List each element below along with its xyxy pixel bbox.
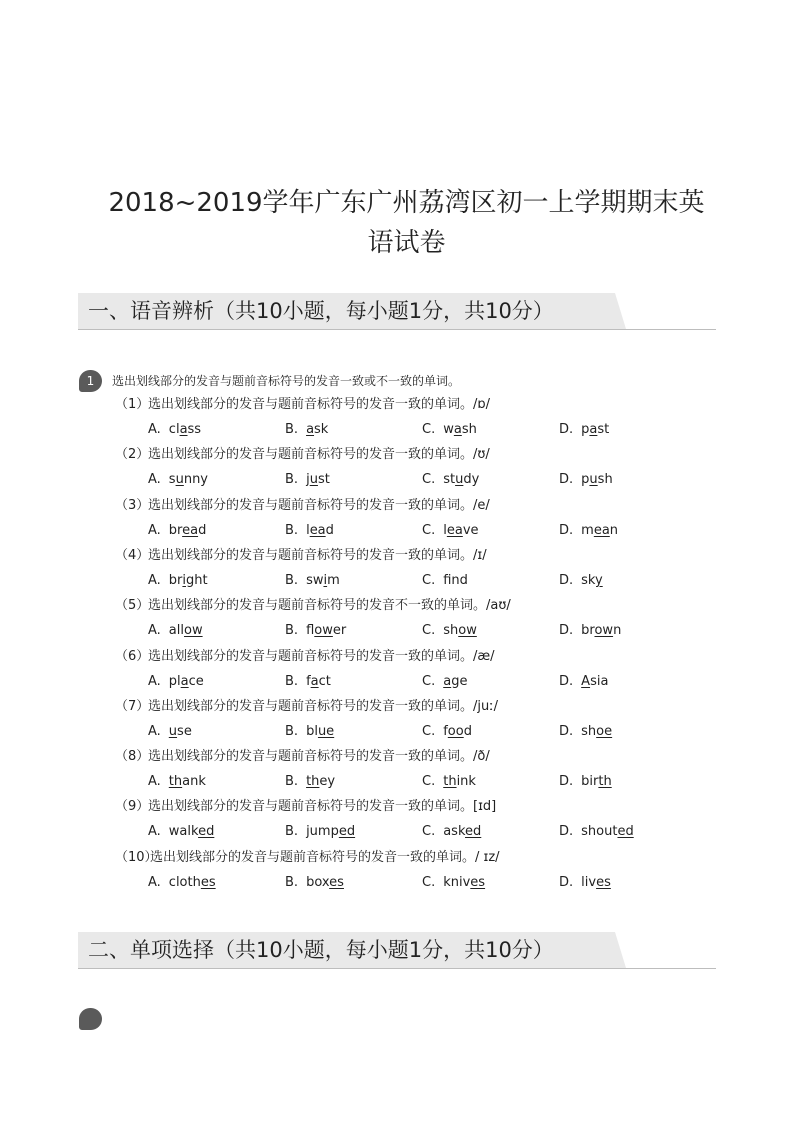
option-underlined-letters: ea bbox=[182, 522, 199, 538]
option-word-start: s bbox=[168, 472, 176, 488]
option-underlined-letters: th bbox=[306, 774, 320, 790]
option-letter: D. bbox=[559, 623, 574, 639]
option-underlined-letters: a bbox=[453, 422, 462, 437]
question-number-badge-next bbox=[79, 1008, 102, 1030]
option-underlined-letters: th bbox=[443, 774, 457, 790]
sub-question-number: （1） bbox=[115, 397, 150, 412]
option-letter: D. bbox=[559, 824, 574, 840]
sub-question-number: （2） bbox=[115, 447, 150, 463]
sub-question-stem bbox=[115, 748, 490, 766]
answer-option[interactable] bbox=[148, 723, 192, 741]
option-word-end: er bbox=[332, 623, 347, 639]
answer-option[interactable] bbox=[559, 622, 621, 640]
option-underlined-letters: ow bbox=[314, 623, 333, 639]
paper-title bbox=[60, 183, 753, 263]
option-underlined-letters: ow bbox=[184, 623, 203, 639]
section-header-single-choice bbox=[78, 932, 716, 969]
answer-option[interactable] bbox=[559, 522, 618, 540]
option-word-end: ank bbox=[182, 774, 206, 790]
answer-option[interactable] bbox=[148, 522, 206, 540]
option-letter: C. bbox=[422, 422, 436, 437]
option-word-start: walk bbox=[168, 824, 199, 840]
answer-option[interactable] bbox=[559, 773, 612, 791]
option-word-start: f bbox=[443, 723, 448, 739]
question-number-badge: 1 bbox=[79, 370, 102, 392]
sub-question-number: （7） bbox=[115, 698, 150, 714]
answer-option[interactable] bbox=[285, 773, 335, 791]
option-word-start: f bbox=[443, 572, 452, 588]
sub-question-number: （6） bbox=[115, 648, 150, 664]
option-letter: B. bbox=[285, 623, 299, 639]
option-word-start: w bbox=[443, 422, 454, 437]
option-letter: A. bbox=[148, 824, 161, 840]
sub-question-stem bbox=[115, 849, 500, 867]
option-letter: A. bbox=[148, 874, 161, 890]
option-word-start: br bbox=[168, 572, 183, 588]
option-word-start: p bbox=[581, 472, 590, 488]
section-title: 二、单项选择（共10小题，每小题1分，共10分） bbox=[88, 938, 554, 962]
answer-option[interactable] bbox=[148, 673, 204, 691]
option-underlined-letters: u bbox=[168, 723, 178, 739]
option-letter: C. bbox=[422, 623, 436, 639]
option-word-end: sk bbox=[314, 422, 329, 437]
option-word-end: st bbox=[597, 422, 610, 437]
option-underlined-letters: ow bbox=[458, 623, 477, 639]
option-underlined-letters: a bbox=[306, 422, 315, 437]
option-word-start: pl bbox=[168, 673, 181, 689]
answer-option[interactable] bbox=[559, 471, 613, 489]
sub-question-text: 选出划线部分的发音与题前音标符号的发音一致的单词。/ɒ/ bbox=[148, 397, 491, 412]
option-letter: A. bbox=[148, 522, 161, 538]
sub-question-stem bbox=[115, 446, 490, 464]
option-word-end: m bbox=[327, 572, 340, 588]
option-letter: D. bbox=[559, 774, 574, 790]
option-letter: B. bbox=[285, 723, 299, 739]
option-word-end: d bbox=[463, 723, 472, 739]
option-word-end: sia bbox=[590, 673, 609, 689]
sub-question-stem bbox=[115, 798, 496, 816]
option-underlined-letters: A bbox=[581, 673, 591, 689]
answer-option[interactable] bbox=[422, 572, 468, 590]
option-word-start: m bbox=[581, 522, 594, 538]
option-word-start: sw bbox=[306, 572, 324, 588]
sub-question-number: （10） bbox=[115, 849, 158, 865]
option-word-start: ask bbox=[443, 824, 466, 840]
option-word-end: nd bbox=[451, 572, 468, 588]
option-underlined-letters: es bbox=[329, 874, 344, 890]
answer-option[interactable] bbox=[285, 471, 330, 489]
option-letter: A. bbox=[148, 572, 161, 588]
option-letter: D. bbox=[559, 874, 574, 890]
option-word-start: cloth bbox=[168, 874, 201, 890]
option-underlined-letters: a bbox=[179, 422, 188, 437]
option-underlined-letters: i bbox=[323, 572, 328, 588]
option-letter: B. bbox=[285, 774, 299, 790]
answer-option[interactable] bbox=[148, 421, 201, 439]
option-underlined-letters: ow bbox=[594, 623, 614, 639]
option-letter: C. bbox=[422, 824, 436, 840]
option-word-end: sh bbox=[597, 472, 613, 488]
sub-question-number: （4） bbox=[115, 547, 150, 563]
answer-option[interactable] bbox=[148, 572, 208, 590]
option-underlined-letters: ed bbox=[198, 824, 215, 840]
answer-option[interactable] bbox=[285, 572, 340, 590]
sub-question-stem bbox=[115, 547, 487, 565]
option-underlined-letters: u bbox=[589, 472, 598, 488]
option-underlined-letters: ea bbox=[593, 522, 610, 538]
option-underlined-letters: a bbox=[180, 673, 189, 689]
sub-question-text: 选出划线部分的发音与题前音标符号的发音一致的单词。[ɪd] bbox=[148, 799, 497, 815]
option-word-start: br bbox=[168, 522, 183, 538]
option-letter: B. bbox=[285, 824, 299, 840]
option-letter: D. bbox=[559, 673, 574, 689]
option-word-start: sk bbox=[581, 572, 595, 588]
option-word-start: bir bbox=[581, 774, 599, 790]
option-letter: D. bbox=[559, 723, 574, 739]
section-header-phonetics bbox=[78, 293, 716, 330]
option-underlined-letters: ue bbox=[317, 723, 335, 739]
option-word-end: dy bbox=[463, 472, 480, 488]
answer-option[interactable] bbox=[285, 874, 344, 892]
sub-question-number: （8） bbox=[115, 749, 150, 765]
option-letter: B. bbox=[285, 572, 299, 588]
option-underlined-letters: oo bbox=[447, 723, 464, 739]
option-word-start: all bbox=[168, 623, 184, 639]
answer-option[interactable] bbox=[285, 723, 334, 741]
option-letter: B. bbox=[285, 522, 299, 538]
option-letter: D. bbox=[559, 572, 574, 588]
option-word-start: p bbox=[581, 422, 590, 437]
answer-option[interactable] bbox=[422, 773, 476, 791]
answer-option[interactable] bbox=[559, 673, 608, 691]
answer-option[interactable] bbox=[422, 471, 479, 489]
option-word-end: d bbox=[198, 522, 207, 538]
option-word-start: jump bbox=[306, 824, 339, 840]
option-underlined-letters: u bbox=[309, 472, 318, 488]
answer-option[interactable] bbox=[422, 622, 477, 640]
option-word-end: ey bbox=[319, 774, 336, 790]
option-underlined-letters: th bbox=[168, 774, 183, 790]
sub-question-stem bbox=[115, 597, 511, 615]
option-letter: A. bbox=[148, 472, 161, 488]
answer-option[interactable] bbox=[148, 773, 206, 791]
option-underlined-letters: i bbox=[182, 572, 187, 588]
answer-option[interactable] bbox=[285, 522, 334, 540]
answer-option[interactable] bbox=[148, 874, 216, 892]
sub-question-number: （9） bbox=[115, 799, 150, 815]
answer-option[interactable] bbox=[422, 874, 485, 892]
option-letter: C. bbox=[422, 472, 436, 488]
sub-question-text: 选出划线部分的发音与题前音标符号的发音一致的单词。/ɪ/ bbox=[148, 547, 487, 563]
answer-option[interactable] bbox=[559, 421, 609, 439]
answer-option[interactable] bbox=[559, 874, 611, 892]
option-underlined-letters: ed bbox=[617, 824, 634, 840]
answer-option[interactable] bbox=[148, 622, 203, 640]
answer-option[interactable] bbox=[148, 471, 208, 489]
option-underlined-letters: a bbox=[589, 422, 598, 437]
option-letter: D. bbox=[559, 472, 574, 488]
option-letter: C. bbox=[422, 572, 436, 588]
title-line-2: 语试卷 bbox=[367, 228, 446, 258]
option-word-end: nny bbox=[183, 472, 208, 488]
answer-option[interactable] bbox=[422, 673, 467, 691]
option-underlined-letters: es bbox=[200, 874, 216, 890]
option-letter: A. bbox=[148, 422, 161, 437]
option-word-end: ght bbox=[186, 572, 208, 588]
option-word-start: br bbox=[581, 623, 595, 639]
option-word-start: bl bbox=[306, 723, 318, 739]
option-underlined-letters: oe bbox=[596, 723, 613, 739]
option-word-end: st bbox=[317, 472, 330, 488]
option-underlined-letters: es bbox=[470, 874, 486, 890]
sub-question-stem bbox=[115, 396, 490, 414]
title-line-1: 2018~2019学年广东广州荔湾区初一上学期期末英 bbox=[108, 188, 705, 218]
option-word-end: sh bbox=[461, 422, 477, 437]
answer-option[interactable] bbox=[285, 673, 331, 691]
option-letter: C. bbox=[422, 774, 436, 790]
option-letter: B. bbox=[285, 422, 299, 437]
option-underlined-letters: a bbox=[310, 673, 319, 689]
option-word-end: se bbox=[177, 723, 192, 739]
option-word-end: d bbox=[325, 522, 334, 538]
answer-option[interactable] bbox=[285, 421, 328, 439]
sub-question-stem bbox=[115, 648, 495, 666]
answer-option[interactable] bbox=[285, 823, 355, 841]
sub-question-text: 选出划线部分的发音与题前音标符号的发音不一致的单词。/aʊ/ bbox=[148, 598, 511, 614]
answer-option[interactable] bbox=[148, 823, 214, 841]
option-underlined-letters: u bbox=[175, 472, 184, 488]
sub-question-stem bbox=[115, 698, 498, 716]
option-word-start: f bbox=[306, 673, 311, 689]
option-word-start: l bbox=[306, 522, 310, 538]
option-letter: A. bbox=[148, 673, 161, 689]
option-word-end: ss bbox=[187, 422, 202, 437]
sub-question-number: （5） bbox=[115, 598, 150, 614]
answer-option[interactable] bbox=[559, 723, 612, 741]
option-letter: B. bbox=[285, 673, 299, 689]
option-letter: B. bbox=[285, 874, 299, 890]
section-title: 一、语音辨析（共10小题，每小题1分，共10分） bbox=[88, 299, 554, 323]
option-letter: B. bbox=[285, 472, 299, 488]
option-word-start: cl bbox=[168, 422, 180, 437]
option-word-end: ink bbox=[456, 774, 476, 790]
sub-question-text: 选出划线部分的发音与题前音标符号的发音一致的单词。/e/ bbox=[148, 497, 490, 513]
option-word-start: st bbox=[443, 472, 456, 488]
option-word-start: sh bbox=[581, 723, 597, 739]
sub-question-text: 选出划线部分的发音与题前音标符号的发音一致的单词。/ ɪz/ bbox=[150, 849, 500, 865]
option-word-end: n bbox=[609, 522, 619, 538]
option-letter: C. bbox=[422, 673, 436, 689]
option-word-start: shout bbox=[581, 824, 618, 840]
option-word-start: liv bbox=[581, 874, 597, 890]
answer-option[interactable] bbox=[422, 723, 472, 741]
option-letter: A. bbox=[148, 623, 161, 639]
option-underlined-letters: a bbox=[443, 673, 452, 689]
option-underlined-letters: ed bbox=[465, 824, 482, 840]
option-word-end: ge bbox=[451, 673, 468, 689]
option-word-start: box bbox=[306, 874, 330, 890]
sub-question-text: 选出划线部分的发音与题前音标符号的发音一致的单词。/æ/ bbox=[148, 648, 495, 664]
sub-question-stem bbox=[115, 497, 490, 515]
option-word-end: ve bbox=[462, 522, 479, 538]
option-word-end: ce bbox=[188, 673, 204, 689]
option-word-end: ct bbox=[318, 673, 331, 689]
answer-option[interactable] bbox=[422, 823, 481, 841]
option-underlined-letters: th bbox=[598, 774, 612, 790]
sub-question-text: 选出划线部分的发音与题前音标符号的发音一致的单词。/ʊ/ bbox=[148, 447, 490, 463]
answer-option[interactable] bbox=[422, 522, 479, 540]
sub-question-text: 选出划线部分的发音与题前音标符号的发音一致的单词。/juː/ bbox=[148, 698, 498, 714]
answer-option[interactable] bbox=[559, 572, 603, 590]
option-underlined-letters: u bbox=[455, 472, 464, 488]
option-letter: C. bbox=[422, 874, 436, 890]
answer-option[interactable] bbox=[559, 823, 634, 841]
option-underlined-letters: ea bbox=[446, 522, 463, 538]
option-letter: C. bbox=[422, 522, 436, 538]
option-letter: C. bbox=[422, 723, 436, 739]
option-word-start: l bbox=[443, 522, 447, 538]
option-underlined-letters: ed bbox=[338, 824, 356, 840]
option-letter: D. bbox=[559, 422, 574, 437]
option-underlined-letters: y bbox=[595, 572, 603, 588]
sub-question-number: （3） bbox=[115, 497, 150, 513]
option-word-start: sh bbox=[443, 623, 459, 639]
answer-option[interactable] bbox=[285, 622, 346, 640]
option-word-end: n bbox=[613, 623, 622, 639]
option-underlined-letters: es bbox=[596, 874, 611, 890]
option-word-start: fl bbox=[306, 623, 315, 639]
answer-option[interactable] bbox=[422, 421, 477, 439]
option-letter: D. bbox=[559, 522, 574, 538]
option-underlined-letters: ea bbox=[309, 522, 326, 538]
option-word-start: j bbox=[306, 472, 310, 488]
sub-question-text: 选出划线部分的发音与题前音标符号的发音一致的单词。/ð/ bbox=[148, 749, 490, 765]
option-letter: A. bbox=[148, 774, 161, 790]
option-letter: A. bbox=[148, 723, 161, 739]
question-prompt: 选出划线部分的发音与题前音标符号的发音一致或不一致的单词。 bbox=[112, 374, 461, 388]
option-word-start: kniv bbox=[443, 874, 471, 890]
